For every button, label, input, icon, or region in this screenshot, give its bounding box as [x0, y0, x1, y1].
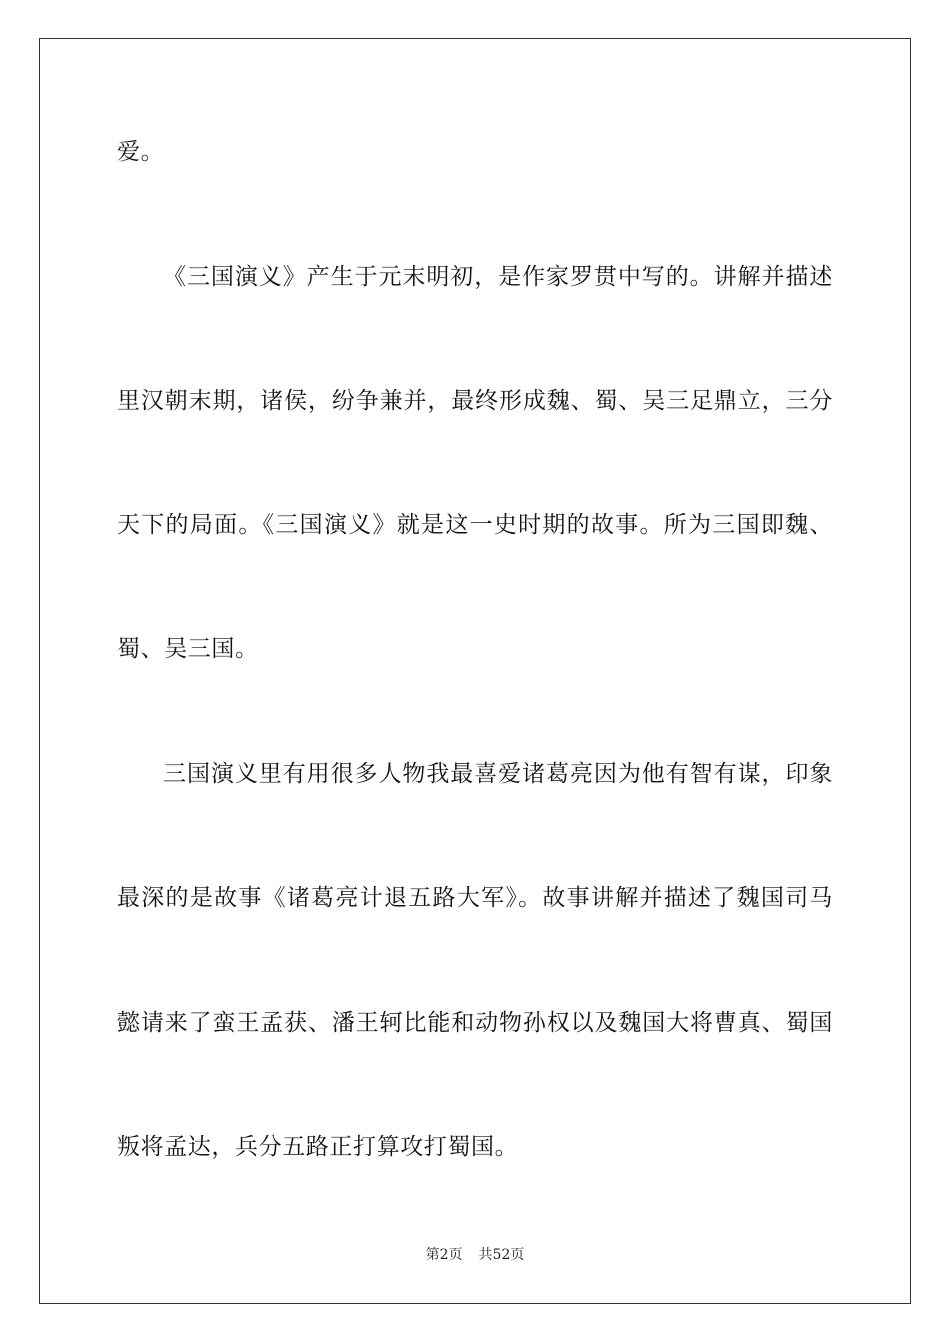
text-line-9: 叛将孟达，兵分五路正打算攻打蜀国。	[117, 1134, 519, 1160]
page-border	[39, 38, 911, 1304]
page-footer	[0, 1246, 950, 1264]
text-line-4: 天下的局面。《三国演义》就是这一史时期的故事。所为三国即魏、	[117, 512, 833, 538]
text-line-6: 三国演义里有用很多人物我最喜爱诸葛亮因为他有智有谋，印象	[163, 761, 833, 787]
page-number: 第2页	[425, 1247, 463, 1263]
text-line-2: 《三国演义》产生于元末明初，是作家罗贯中写的。讲解并描述	[163, 264, 833, 290]
text-line-3: 里汉朝末期，诸侯，纷争兼并，最终形成魏、蜀、吴三足鼎立，三分	[117, 388, 833, 414]
text-line-5: 蜀、吴三国。	[117, 636, 259, 662]
page-total: 共52页	[478, 1247, 525, 1263]
text-line-1: 爱。	[117, 139, 165, 165]
text-line-8: 懿请来了蛮王孟获、潘王轲比能和动物孙权以及魏国大将曹真、蜀国	[117, 1010, 833, 1036]
text-line-7: 最深的是故事《诸葛亮计退五路大军》。故事讲解并描述了魏国司马	[117, 885, 833, 911]
